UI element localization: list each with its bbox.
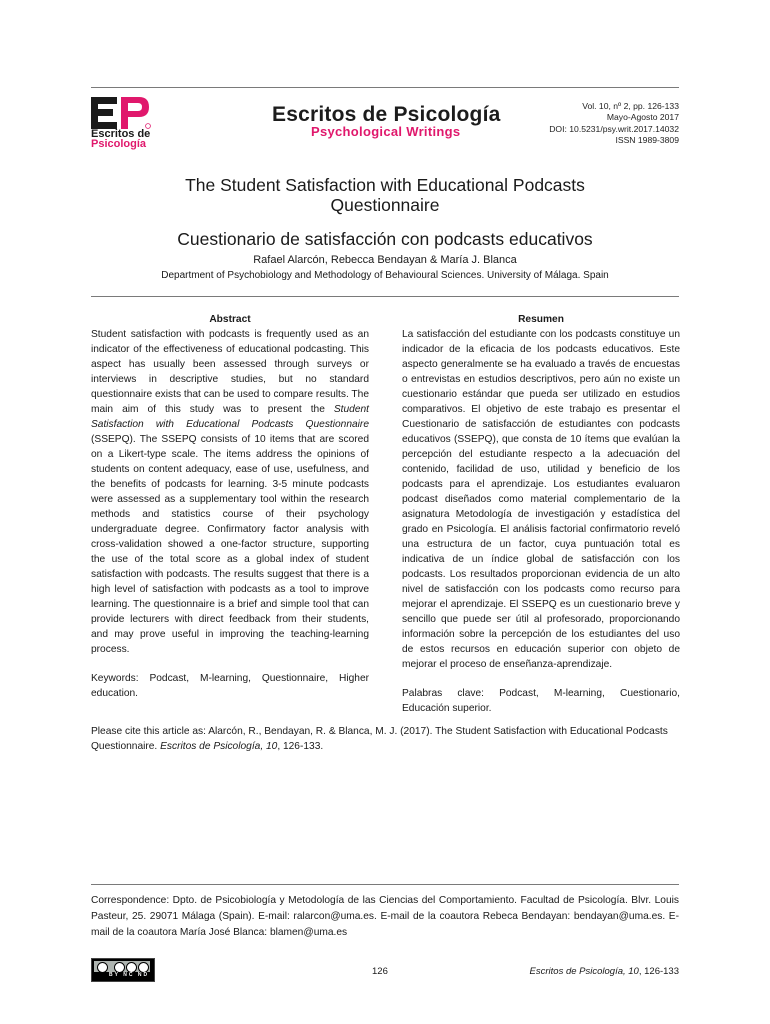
meta-doi[interactable]: DOI: 10.5231/psy.writ.2017.14032 — [549, 123, 679, 134]
top-rule — [91, 87, 679, 88]
journal-subtitle: Psychological Writings — [311, 124, 461, 139]
title-line-2: Questionnaire — [330, 195, 440, 215]
footnote-rule — [91, 884, 679, 885]
ep-logo-icon — [91, 96, 151, 130]
meta-date: Mayo-Agosto 2017 — [606, 112, 679, 123]
meta-volume: Vol. 10, nº 2, pp. 126-133 — [582, 101, 679, 111]
abstract-column — [91, 312, 369, 701]
logo-text-line2: Psicología — [91, 138, 147, 150]
article-title-english — [91, 175, 679, 215]
authors: Rafael Alarcón, Rebecca Bendayan & María J. Blanca — [253, 254, 517, 266]
resumen-keywords: Palabras clave: Podcast, M-learning, Cuestionario, Educación superior. — [402, 688, 680, 714]
footer-citation: Escritos de Psicología, 10, 126-133 — [529, 966, 679, 977]
section-rule — [91, 296, 679, 297]
article-meta — [549, 101, 679, 147]
journal-title: Escritos de Psicología — [272, 103, 501, 126]
resumen-column — [402, 312, 680, 716]
abstract-keywords: Keywords: Podcast, M-learning, Questionnaire, Higher education. — [91, 673, 369, 699]
affiliation: Department of Psychobiology and Methodology of Behavioural Sciences. University of Málaga. Spain — [161, 270, 609, 281]
article-title-spanish: Cuestionario de satisfacción con podcasts educativos — [177, 229, 593, 249]
cc-license-icon[interactable] — [91, 958, 155, 982]
title-line-1: The Student Satisfaction with Educational Podcasts — [185, 175, 585, 195]
logo-text-line1: Escritos de — [91, 128, 151, 140]
journal-logo — [91, 96, 153, 150]
page-number: 126 — [372, 966, 388, 977]
abstract-text: Student satisfaction with podcasts is frequently used as an indicator of the effectiveness of educational podcasting. This aspect has usually been assessed through surveys or interviews in descriptive studies, but no standard questionnaire exists that can be used to compare results. The main aim of this study was to present the Student Satisfaction with Educational Podcasts Questionnaire (SSEPQ). The SSEPQ consists of 10 items that are scored on a Likert-type scale. The items address the opinions of students on content adequacy, ease of use, usefulness, and the benefits of podcasts for learning. 3-5 minute podcasts were assessed as a supplementary tool within the research methods and statistics course of their psychology undergraduate degree. Confirmatory factor analysis with cross-validation showed a one-factor structure, supporting the use of the total score as a global index of student satisfaction with podcasts. The results suggest that there is a high level of satisfaction with podcasts as a tool to improve learning. The questionnaire is a brief and simple tool that can provide lecturers with direct feedback from their students, and may prove useful in improving the teaching-learning process. — [91, 329, 369, 655]
correspondence: Correspondence: Dpto. de Psicobiología y Metodología de las Ciencias del Comportamiento. Facultad de Psicología. Blvr. Louis Pasteur, 25. 29071 Málaga (Spain). E-mail: ralarcon@uma.es. E-mail de la coautora Rebeca Bendayan: bendayan@uma.es. E-mail de la coautora María José Blanca: blamen@uma.es — [91, 895, 679, 938]
citation-note: Please cite this article as: Alarcón, R., Bendayan, R. & Blanca, M. J. (2017). The Student Satisfaction with Educational Podcasts Questionnaire. Escritos de Psicología, 10, 126-133. — [91, 726, 668, 752]
license-labels: BY NC ND — [109, 972, 150, 978]
resumen-heading: Resumen — [518, 314, 564, 325]
resumen-text: La satisfacción del estudiante con los podcasts constituye un indicador de la eficacia de los podcasts educativos. Este aspecto generalmente se ha evaluado a través de encuestas o entrevistas en estudios descriptivos, pero aún no existe un cuestionario estándar que pueda ser utilizado en estudios comparativos. El objetivo de este trabajo es presentar el Cuestionario de satisfacción de estudiantes con podcasts educativos (SSEPQ), que consta de 10 ítems que evalúan la percepción del estudiante respecto a la adecuación del contenido, facilidad de uso, utilidad y beneficio de los podcasts para el aprendizaje. Los estudiantes evaluaron podcast diseñados como material complementario de la asignatura Metodología de investigación y estadística del grado en Psicología. El análisis factorial confirmatorio reveló una estructura de un factor, cuya puntuación total es indicativa de un índice global de satisfacción con los podcasts. Los resultados proporcionan evidencia de un alto nivel de satisfacción con los podcasts como recurso para mejorar el aprendizaje. El SSEPQ es un cuestionario breve y sencillo que puede ser útil al profesorado, proporcionando información sobre la percepción de los estudiantes del uso de estos recursos en educación superior con objeto de mejorar el proceso de enseñanza-aprendizaje. — [402, 329, 680, 670]
meta-issn: ISSN 1989-3809 — [615, 135, 679, 146]
abstract-heading: Abstract — [209, 314, 251, 325]
